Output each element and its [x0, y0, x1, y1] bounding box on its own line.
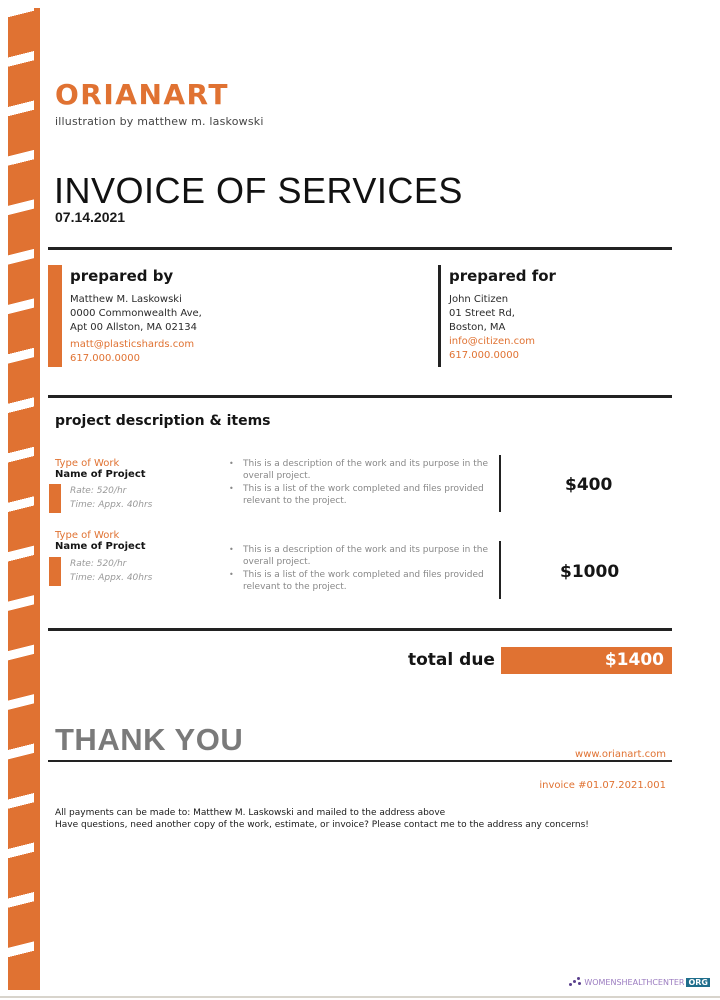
item-2-divider [499, 541, 501, 599]
prepared-by-address-2: Apt 00 Allston, MA 02134 [70, 322, 197, 333]
items-section-heading: project description & items [55, 413, 271, 429]
payment-note: All payments can be made to: Matthew M. Laskowski and mailed to the address above [55, 808, 446, 818]
item-1-divider [499, 455, 501, 512]
item-2-bullet-2: • This is a list of the work completed and files provided relevant to the project. [227, 569, 497, 593]
item-2-accent-swatch [49, 557, 61, 586]
stripe-blocks [8, 8, 35, 990]
prepared-for-block [449, 267, 556, 363]
divider-footer [48, 760, 672, 762]
watermark-dots-icon [568, 977, 582, 987]
prepared-for-heading: prepared for [449, 267, 556, 285]
watermark-text: WOMENSHEALTHCENTER [584, 977, 685, 987]
item-2-project-name: Name of Project [55, 541, 146, 552]
line-item-2-info [55, 530, 146, 552]
questions-note: Have questions, need another copy of the work, estimate, or invoice? Please contact me to the address any concerns! [55, 820, 589, 830]
prepared-by-accent-bar [48, 265, 62, 367]
brand-logo: ORIANART [55, 78, 229, 111]
invoice-date: 07.14.2021 [55, 209, 126, 225]
total-due-box [501, 647, 672, 674]
line-item-1-info [55, 458, 146, 480]
stripe-bar [34, 8, 40, 990]
item-2-work-type: Type of Work [55, 530, 120, 541]
item-1-bullet-1: • This is a description of the work and its purpose in the overall project. [227, 458, 497, 482]
item-1-meta [70, 484, 152, 512]
prepared-by-phone: 617.000.0000 [70, 353, 140, 364]
prepared-for-phone: 617.000.0000 [449, 350, 519, 361]
divider-total [48, 628, 672, 631]
invoice-number: invoice #01.07.2021.001 [539, 780, 666, 791]
brand-tagline: illustration by matthew m. laskowski [55, 115, 264, 128]
prepared-for-email[interactable]: info@citizen.com [449, 336, 536, 347]
invoice-title: INVOICE OF SERVICES [54, 170, 463, 211]
prepared-for-address-2: Boston, MA [449, 322, 506, 333]
item-1-time: Time: Appx. 40hrs [70, 500, 153, 510]
divider-top [48, 247, 672, 250]
item-2-bullet-1: • This is a description of the work and its purpose in the overall project. [227, 544, 497, 568]
prepared-for-divider [438, 265, 441, 367]
page-bottom-edge [0, 996, 720, 998]
decorative-stripe-border [8, 8, 40, 990]
item-1-project-name: Name of Project [55, 469, 146, 480]
item-2-description [227, 544, 497, 594]
item-2-rate: Rate: 520/hr [70, 559, 127, 569]
item-1-work-type: Type of Work [55, 458, 120, 469]
watermark-org-badge: ORG [688, 977, 708, 987]
prepared-for-address-1: 01 Street Rd, [449, 308, 515, 319]
item-1-bullet-2: • This is a list of the work completed and files provided relevant to the project. [227, 483, 497, 507]
prepared-by-name: Matthew M. Laskowski [70, 294, 182, 305]
total-due-label: total due [408, 650, 495, 670]
item-1-rate: Rate: 520/hr [70, 486, 127, 496]
watermark [568, 977, 710, 987]
divider-middle [48, 395, 672, 398]
item-2-price: $1000 [560, 562, 620, 582]
website-link[interactable]: www.orianart.com [575, 749, 666, 760]
item-2-time: Time: Appx. 40hrs [70, 573, 153, 583]
prepared-by-block [70, 267, 202, 366]
thank-you-heading: THANK YOU [55, 722, 244, 757]
prepared-by-address-1: 0000 Commonwealth Ave, [70, 308, 202, 319]
item-2-meta [70, 557, 152, 585]
prepared-by-email[interactable]: matt@plasticshards.com [70, 339, 195, 350]
prepared-by-heading: prepared by [70, 267, 174, 285]
total-due-value: $1400 [604, 650, 664, 670]
item-1-accent-swatch [49, 484, 61, 513]
item-1-price: $400 [565, 475, 613, 495]
item-1-description [227, 458, 497, 508]
prepared-for-name: John Citizen [449, 294, 509, 305]
